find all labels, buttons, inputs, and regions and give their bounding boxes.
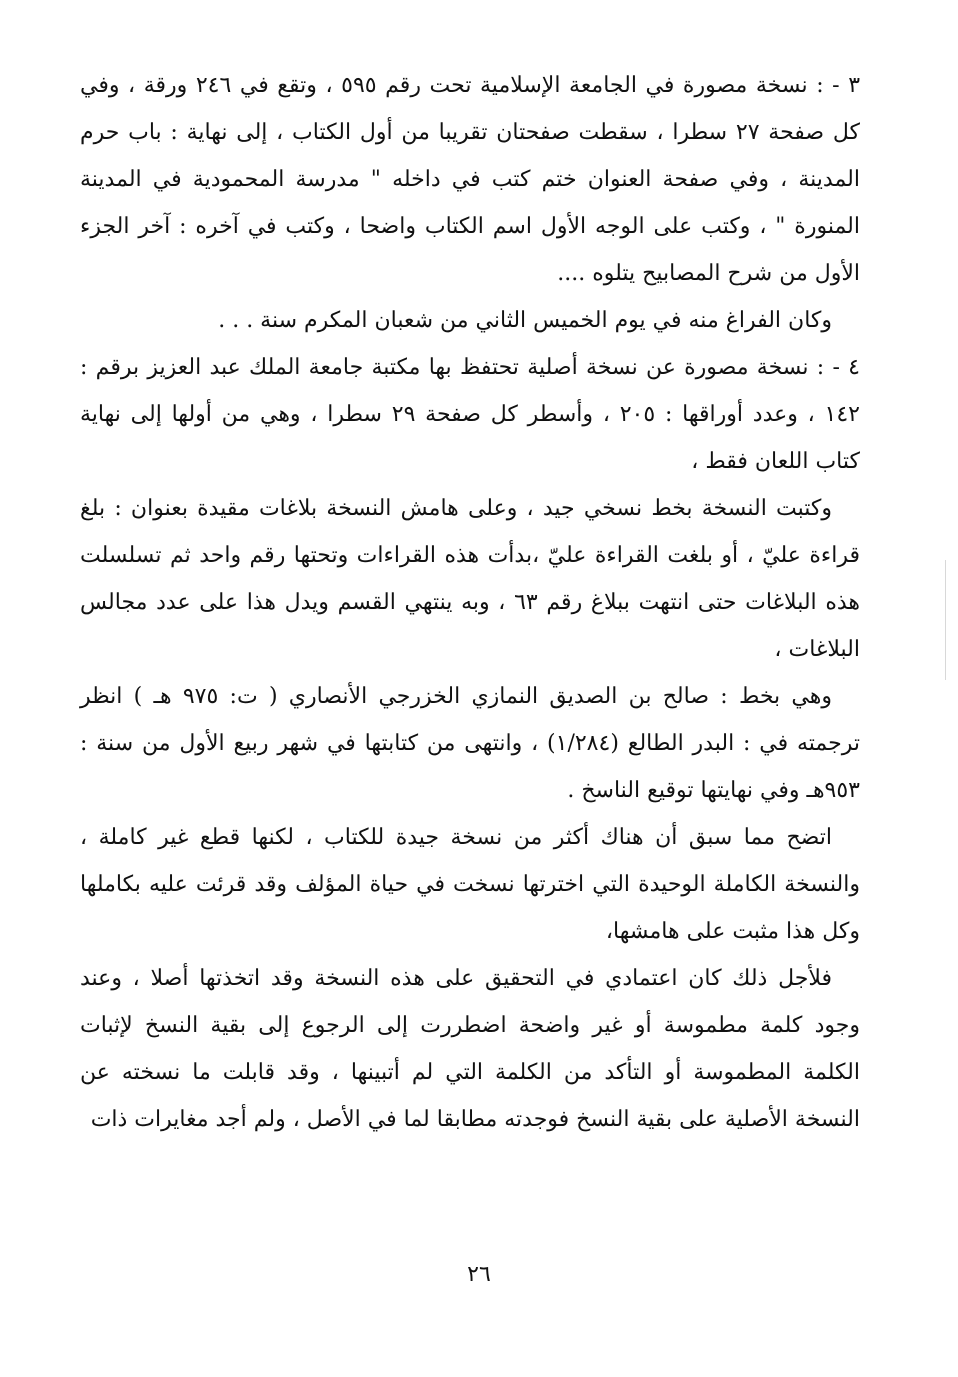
paragraph-script-description: وكتبت النسخة بخط نسخي جيد ، وعلى هامش النسخة بلاغات مقيدة بعنوان : بلغ قراءة عليّ ، أو بلغت القراءة عليّ ،بدأت هذه القراءات وتحتها رقم واحد ثم تسلسلت هذه البلاغات حتى انتهت ببلاغ رقم ٦٣ ، وبه ينتهي القسم ويدل هذا على عدد مجالس البلاغات ،: [80, 496, 861, 662]
paragraph-manuscript-3: ٣ - : نسخة مصورة في الجامعة الإسلامية تحت رقم ٥٩٥ ، وتقع في ٢٤٦ ورقة ، وفي كل صفحة ٢٧ سطرا ، سقطت صفحتان تقريبا من أول الكتاب ، إلى نهاية : باب حرم المدينة ، وفي صفحة العنوان ختم كتب في داخله " مدرسة المحمودية في المدينة المنورة " ، وكتب على الوجه الأول اسم الكتاب واضحا ، وكتب في آخره : آخر الجزء الأول من شرح المصابيح يتلوه ....: [80, 73, 861, 286]
paragraph-methodology: فلأجل ذلك كان اعتمادي في التحقيق على هذه النسخة وقد اتخذتها أصلا ، وعند وجود كلمة مطموسة أو غير واضحة اضطررت إلى الرجوع إلى بقية النسخ لإثبات الكلمة المطموسة أو التأكد من الكلمة التي لم أتبينها ، وقد قابلت ما نسخته عن النسخة الأصلية على بقية النسخ فوجدته مطابقا لما في الأصل ، ولم أجد مغايرات ذات: [80, 966, 860, 1132]
page-number: ٢٦: [467, 1262, 491, 1287]
paragraph-completion-date: وكان الفراغ منه في يوم الخميس الثاني من شعبان المكرم سنة . . .: [218, 308, 832, 333]
paragraph-conclusion: اتضح مما سبق أن هناك أكثر من نسخة جيدة للكتاب ، لكنها قطع غير كاملة ، والنسخة الكاملة الوحيدة التي اخترتها نسخت في حياة المؤلف وقد قرئت عليه بكاملها وكل هذا مثبت على هامشها،: [80, 825, 860, 944]
paragraph-manuscript-4: ٤ - : نسخة مصورة عن نسخة أصلية تحتفظ بها مكتبة جامعة الملك عبد العزيز برقم : ١٤٢ ، وعدد أوراقها : ٢٠٥ ، وأسطر كل صفحة ٢٩ سطرا ، وهي من أولها إلى نهاية كتاب اللعان فقط ،: [80, 355, 860, 474]
paragraph-scribe: وهي بخط : صالح بن الصديق النمازي الخزرجي الأنصاري ( ت: ٩٧٥ هـ ) انظر ترجمته في : البدر الطالع (١/٢٨٤) ، وانتهى من كتابتها في شهر ربيع الأول من سنة : ٩٥٣هـ وفي نهايتها توقيع الناسخ .: [80, 684, 860, 803]
body-text: [80, 62, 860, 1143]
scan-margin-line: [945, 560, 946, 680]
